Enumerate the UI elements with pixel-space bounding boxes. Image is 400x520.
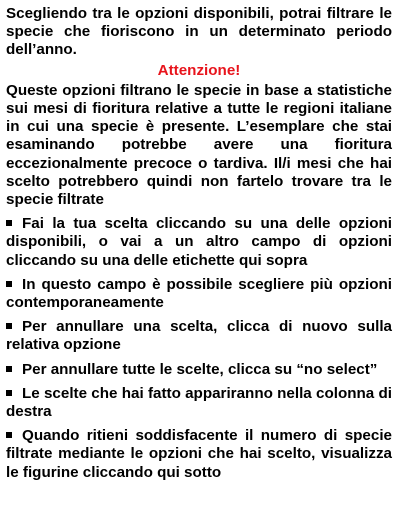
tip-text: In questo campo è possibile scegliere più opzioni contemporaneamente <box>6 275 392 312</box>
list-item <box>6 427 392 482</box>
square-bullet-icon <box>6 220 12 226</box>
list-item <box>6 215 392 270</box>
intro-text: Scegliendo tra le opzioni disponibili, potrai filtrare le specie che fioriscono in un determinato periodo dell’anno. <box>6 5 392 59</box>
square-bullet-icon <box>6 323 12 329</box>
list-item <box>6 385 392 421</box>
square-bullet-icon <box>6 281 12 287</box>
tips-list <box>6 215 392 482</box>
list-item <box>6 276 392 312</box>
explanation-text: Queste opzioni filtrano le specie in base a statistiche sui mesi di fioritura relative a tutte le regioni italiane in cui una specie è presente. L’esemplare che stai esaminando potrebbe avere una fioritura eccezionalmente precoce o tardiva. Il/i mesi che hai scelto potrebbero quindi non fartelo trovare tra le specie filtrate <box>6 81 392 209</box>
square-bullet-icon <box>6 366 12 372</box>
tip-text: Le scelte che hai fatto appariranno nella colonna di destra <box>6 384 392 421</box>
tip-text: Per annullare tutte le scelte, clicca su “no select” <box>22 360 378 378</box>
help-panel <box>6 5 392 482</box>
square-bullet-icon <box>6 432 12 438</box>
square-bullet-icon <box>6 390 12 396</box>
list-item <box>6 361 392 379</box>
list-item <box>6 318 392 354</box>
tip-text: Fai la tua scelta cliccando su una delle opzioni disponibili, o vai a un altro campo di opzioni cliccando su una delle etichette qui sopra <box>6 215 392 269</box>
tip-text: Per annullare una scelta, clicca di nuovo sulla relativa opzione <box>6 318 392 354</box>
tip-text: Quando ritieni soddisfacente il numero di specie filtrate mediante le opzioni che hai scelto, visualizza le figurine cliccando qui sotto <box>6 427 392 481</box>
warning-title: Attenzione! <box>157 61 241 79</box>
